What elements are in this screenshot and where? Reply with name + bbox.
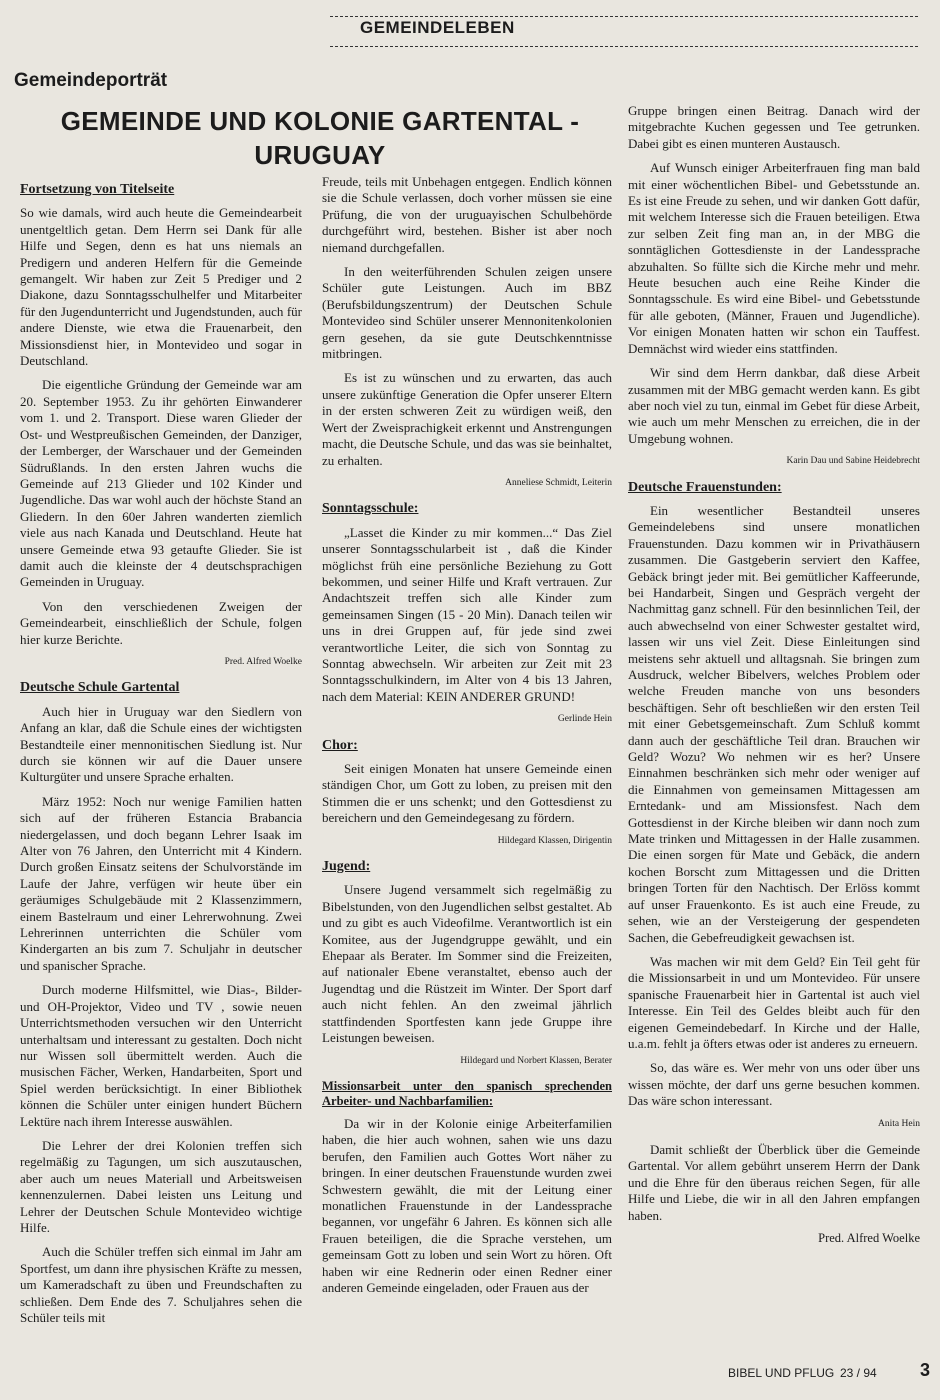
article-title-line2: URUGUAY	[254, 140, 386, 170]
mission-heading: Missionsarbeit unter den spanisch sprechenden Arbeiter- und Nachbarfamilien:	[322, 1078, 612, 1108]
page-number: 3	[920, 1360, 931, 1380]
author-signature: Pred. Alfred Woelke	[818, 1231, 920, 1245]
choir-heading: Chor:	[322, 737, 358, 753]
header-rule-bottom	[330, 46, 918, 47]
paragraph: Wir sind dem Herrn dankbar, daß diese Arbeit zusammen mit der MBG gemacht werden kann. Es gibt aber noch viel zu tun, einmal im Gebet für diese Arbeit, wie auch um mehr Menschen zu erreichen, die in der Umgebung wohnen.	[628, 365, 920, 446]
author-signature: Anneliese Schmidt, Leiterin	[505, 477, 612, 488]
page-footer	[728, 1360, 931, 1384]
paragraph: Da wir in der Kolonie einige Arbeiterfamilien haben, die hier auch wohnen, sahen wie uns dazu berufen, den Familien auch Gottes Wort näher zu bringen. In einer deutschen Frauenstunde wurden zwei Schwestern gewählt, die mit der Leitung einer monatlichen Frauenstunde in der Landessprache begannen, vor ungefähr 6 Jahren. Es können sich alle Frauen beteiligen, die die Sprache verstehen, um gemeinsam Gott zu loben und sein Wort zu hören. Oft haben wir eine Rednerin oder einen Redner einer anderen Gemeinde eingeladen, oder Frauen aus der	[322, 1115, 612, 1295]
paragraph: Freude, teils mit Unbehagen entgegen. Endlich können sie die Schule verlassen, doch vorher müssen sie eine Prüfung, die von der uruguayischen Schulbehörde durchgeführt wird, bestehen. Bisher ist aber noch niemand durchgefallen.	[322, 174, 612, 255]
article-title	[20, 104, 620, 172]
sunday-school-heading: Sonntagsschule:	[322, 501, 419, 517]
school-heading: Deutsche Schule Gartental	[20, 680, 180, 696]
column-1	[20, 174, 302, 1334]
paragraph: Es ist zu wünschen und zu erwarten, das auch unsere zukünftige Generation die Opfer unserer Eltern in der ersten schweren Zeit zu würdigen weiß, den Wert der Zweisprachigkeit erkennt und Anstrengungen macht, die Deutsche Schule, und das was sie beinhaltet, zu erhalten.	[322, 370, 612, 468]
column-3	[628, 103, 920, 1256]
portrait-label: Gemeindeporträt	[14, 70, 168, 91]
paragraph: „Lasset die Kinder zu mir kommen...“ Das Ziel unserer Sonntagsschularbeit ist , daß die Kinder möglichst früh eine persönliche Beziehung zu Gott bekommen, und seiner Hilfe und Kraft vertrauen. Zur Andachtszeit treffen sich alle Kinder zum gemeinsamen Singen (15 - 20 Min). Danach teilen wir uns in drei Gruppen auf, für jede sind zwei verantwortliche Leiter, die sich von Sonntag zu Sonntag abwechseln. Wir arbeiten zur Zeit mit 23 Sonntagsschulkindern, im Alter von 4 bis 13 Jahren, nach dem Material: KEIN ANDERER GRUND!	[322, 524, 612, 704]
paragraph: Gruppe bringen einen Beitrag. Danach wird der mitgebrachte Kuchen gegessen und Tee getrunken. Dabei gibt es einen munteren Austausch.	[628, 103, 920, 151]
paragraph: Auch die Schüler treffen sich einmal im Jahr am Sportfest, um dann ihre physischen Kräfte zu messen, um Kameradschaft zu üben und Freundschaften zu schließen. Dem Ende des 7. Schuljahres sehen die Schüler teils mit	[20, 1244, 302, 1325]
paragraph: Seit einigen Monaten hat unsere Gemeinde einen ständigen Chor, um Gott zu loben, zu preisen mit den Stimmen die er uns schenkt; und den Gottesdienst zu bereichern und den Gemeindegesang zu fördern.	[322, 761, 612, 826]
women-heading: Deutsche Frauenstunden:	[628, 479, 782, 495]
youth-heading: Jugend:	[322, 859, 371, 875]
paragraph: Ein wesentlicher Bestandteil unseres Gemeindelebens sind unsere monatlichen Frauenstunden. Dazu kommen wir in Privathäusern zusammen. Die Gastgeberin serviert den Kaffee, Gebäck bringt jeder mit. Bei gemütlicher Kaffeerunde, bei Handarbeit, Singen und Gespräch vergeht der Nachmittag ganz schnell. Für den besinnlichen Teil, der auch abwechselnd von einer Schwester gestaltet wird, lassen wir uns viel Zeit. Diese Einleitungen sind meistens sehr aktuell und alltagsnah. Sie bringen zum Ausdruck, welcher Bibelvers, welches Problem oder welche Freuden manche von uns besonders beschäftigen. Sehr oft beschließen wir den ersten Teil mit einer Gebetsgemeinschaft. Zum Schluß kommt dann auch der geschäftliche Teil dran. Brauchen wir Geld? Wozu? Wo nehmen wir es her? Unsere Einnahmen beschränken sich mehr oder weniger auf die Einnahmen von gemeinsamen Mittagessen am Erntedank- und am Missionsfest. Nach dem Gottesdienst in der Kirche bleiben wir dann noch zum Mate trinken und Mittagessen in der Halle zusammen. Die einen sorgen für Mate und Gebäck, die andern kochen Borscht zum Mittagessen und die Dritten bringen Torten für den Nachtisch. Der Erlöss kommt auf unser Frauenkonto. Es ist auch eine Freude, zu sehen, wie an der Versteigerung der gespendeten Sachen, die Gebefreudigkeit gewachsen ist.	[628, 502, 920, 945]
author-signature: Karin Dau und Sabine Heidebrecht	[786, 456, 920, 467]
paragraph: Die Lehrer der drei Kolonien treffen sich regelmäßig zu Tagungen, um sich auszutauschen, aber auch um neues Materiall und Arbeitsweisen kennenzulernen. Dabei leisten uns Leitung und Lehrer der Deutschen Schule Montevideo wichtige Hilfe.	[20, 1137, 302, 1235]
paragraph: Von den verschiedenen Zweigen der Gemeindearbeit, einschließlich der Schule, folgen hier kurze Berichte.	[20, 598, 302, 647]
issue-number: 23 / 94	[840, 1366, 877, 1380]
paragraph: So wie damals, wird auch heute die Gemeindearbeit unentgeltlich getan. Dem Herrn sei Dank für alle Hilfe und Segen, denn es hat uns niemals an Predigern und anderen Helfern für die Gemeinde gemangelt. Wir haben zur Zeit 5 Prediger und 2 Diakone, dazu Sonntagsschulhelfer und Mitarbeiter für den Jugendunterricht und Jugendstunden, auch für andere Dienste, wie etwa die Frauenarbeit, den Missionsdienst hier, in Montevideo und sogar in Deutschland.	[20, 205, 302, 369]
paragraph: März 1952: Noch nur wenige Familien hatten sich auf der früheren Estancia Brabancia niedergelassen, und doch begann Lehrer Isaak im Alter von 76 Jahren, den Unterricht mit 4 Kindern. Durch großen Einsatz seitens der Schulvorstände im Laufe der Jahre, verfügen wir heute über ein geräumiges Schulgebäude mit 2 Klassenzimmern, einem Bastelraum und einer Lehrerwohnung. Zwei Lehrerinnen unterrichten die Schüler vom Kindergarten an bis zum 7. Schuljahr in deutscher und spanischer Sprache.	[20, 793, 302, 973]
paragraph: Damit schließt der Überblick über die Gemeinde Gartental. Vor allem gebührt unserem Herrn der Dank und die Ehre für den überaus reichen Segen, für alle Hilfe und Liebe, die wir in all den Jahren empfangen haben.	[628, 1141, 920, 1223]
magazine-name: BIBEL UND PFLUG	[728, 1366, 835, 1380]
paragraph: Auch hier in Uruguay war den Siedlern von Anfang an klar, daß die Schule eines der wichtigsten Bestandteile einer mennonitischen Siedlung ist. Nur durch sie können wir auf die Dauer unsere Kulturgüter und unsere Sprache erhalten.	[20, 703, 302, 785]
author-signature: Pred. Alfred Woelke	[224, 656, 302, 667]
paragraph: So, das wäre es. Wer mehr von uns oder über uns wissen möchte, der darf uns gerne besuchen kommen. Das wäre schon interessant.	[628, 1060, 920, 1109]
author-signature: Hildegard Klassen, Dirigentin	[497, 835, 612, 846]
paragraph: Unsere Jugend versammelt sich regelmäßig zu Bibelstunden, von den Jugendlichen selbst gestaltet. Ab und zu gibt es auch Videofilme. Verantwortlich ist ein Komitee, aus der Jugendgruppe gewählt, und ein Ehepaar als Berater. Im Sommer sind die Freizeiten, auf nationaler Ebene veranstaltet, ebenso auch der Jugendtag und die Rüstzeit im Winter. Der Sport darf auch nicht fehlen. An den zweimal jährlich stattfindenden Sportfesten kann jede Gruppe ihre Leistungen beweisen.	[322, 882, 612, 1046]
paragraph: Die eigentliche Gründung der Gemeinde war am 20. September 1953. Zu ihr gehörten Einwanderer vom 1. und 2. Transport. Diese waren Glieder der Ost- und Westpreußischen Gemeinden, der Danziger, der Lemberger, der Warschauer und der Gemeinden Südrußlands. In den ersten Jahren wuchs die Gemeinde auf 213 Glieder und 102 Kinder und Jugendliche. Das war wohl auch der höchste Stand an Gliedern. In den 60er Jahren wanderten ziemlich viele aus nach Kanada und Deutschland. Heute hat unsere Gemeinde etwa 93 getaufte Glieder. Sie ist damit auch die kleinste der 4 deutschsprachigen Gemeinden in Uruguay.	[20, 377, 302, 590]
paragraph: In den weiterführenden Schulen zeigen unsere Schüler gute Leistungen. Auch im BBZ (Berufsbildungszentrum) der Deutschen Schule Montevideo sind Schüler unserer Mennonitenkolonien gern gesehen, da sie gute Deutschkenntnisse mitbringen.	[322, 264, 612, 362]
paragraph: Auf Wunsch einiger Arbeiterfrauen fing man bald mit einer wöchentlichen Bibel- und Gebetsstunde an. Es ist eine Freude zu sehen, und wir danken Gott dafür, mit welchem Interesse sich die Frauen beteiligen. Etwa zur selben Zeit fing man an, in der MBG die sonntäglichen Gottesdienste in der Landessprache abzuhalten. So füllte sich die Kirche mehr und mehr. Heute besuchen auch eine Reihe Kinder die Sonntagsschule. Es wird eine Bibel- und Gebetsstunde für alle geboten, (Männer, Frauen und Jugendliche). Vor einigen Monaten hatten wir schon ein Tauffest. Demnächst wird wieder eins stattfinden.	[628, 160, 920, 356]
continuation-heading: Fortsetzung von Titelseite	[20, 182, 175, 197]
section-title: GEMEINDELEBEN	[360, 18, 515, 37]
paragraph: Durch moderne Hilfsmittel, wie Dias-, Bilder- und OH-Projektor, Video und TV , sowie neuen Unterrichtsmethoden versuchen wir den Unterricht unterhaltsam und interessant zu gestalten. Doch nicht nur Wissen soll übermittelt werden. Auch die musischen Fächer, Werken, Handarbeiten, Sport und Spiel werden berücksichtigt. In einer Bibliothek können die Schüler unter einigen hundert Büchern Lektüre nach ihrem Interesse auswählen.	[20, 982, 302, 1129]
page-header	[330, 0, 920, 44]
column-2	[322, 174, 612, 1304]
author-signature: Hildegard und Norbert Klassen, Berater	[460, 1055, 612, 1066]
author-signature: Gerlinde Hein	[557, 714, 612, 725]
author-signature: Anita Hein	[878, 1118, 920, 1129]
article-title-line1: GEMEINDE UND KOLONIE GARTENTAL -	[60, 106, 580, 136]
paragraph: Was machen wir mit dem Geld? Ein Teil geht für die Missionsarbeit in und um Montevideo. Für unsere spanische Frauenarbeit hier in Gartental ist auch viel Interesse. Ein Teil des Geldes bleibt auch für den eigenen Gemeindebedarf. In Kirche und der Halle, u.a.m. fehlt ja öfters etwas oder ist anderes zu erneuern.	[628, 953, 920, 1051]
